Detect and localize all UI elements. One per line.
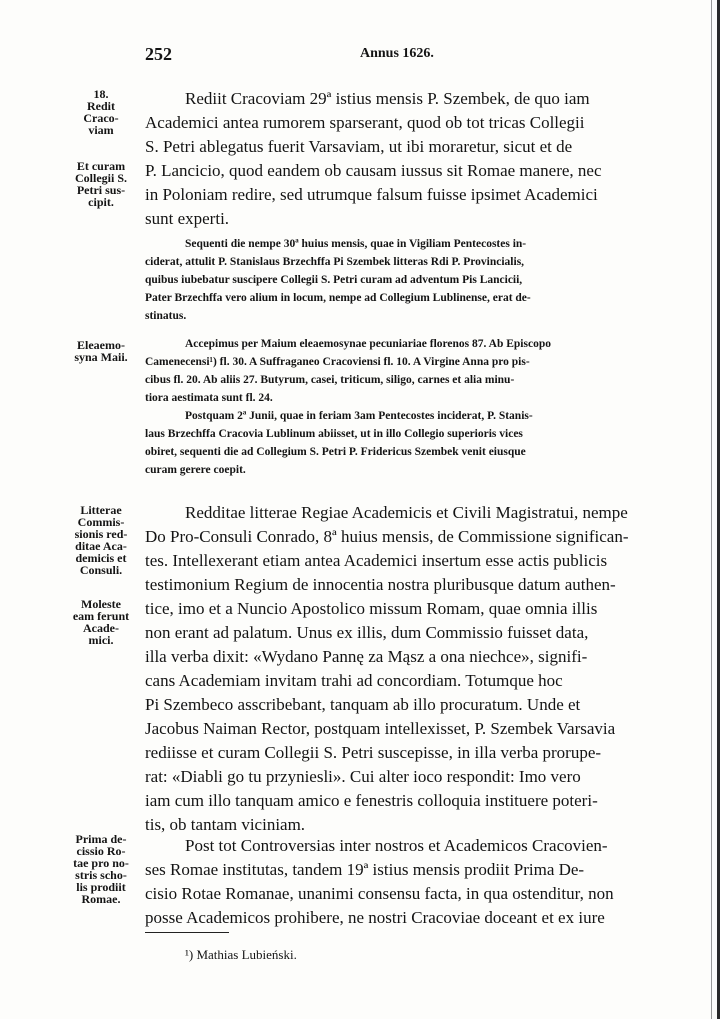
text-line: in Poloniam redire, sed utrumque falsum fuisse ipsimet Academici <box>145 185 598 204</box>
text-line: tice, imo et a Nuncio Apostolico missum Romam, quae omnia illis <box>145 599 598 618</box>
text-line: Accepimus per Maium eleaemosynae pecuniariae florenos 87. Ab Episcopo <box>185 338 551 350</box>
text-line: laus Brzechffa Cracovia Lublinum abiisset, ut in illo Collegio superioris vices <box>145 428 523 440</box>
text-line: tiora aestimata sunt fl. 24. <box>145 392 273 404</box>
text-line: ciderat, attulit P. Stanislaus Brzechffa Pi Szembek litteras Rdi P. Provincialis, <box>145 256 525 268</box>
text-line: stinatus. <box>145 310 187 322</box>
margin-note-litterae: Litterae Commis- sionis red- ditae Aca- demicis et Consuli. <box>74 503 128 577</box>
text-line: illa verba dixit: «Wydano Pannę za Mąsz a ona niechce», signifi- <box>145 647 588 666</box>
text-line: Post tot Controversias inter nostros et Academicos Cracovien- <box>185 836 608 855</box>
text-line: posse Academicos prohibere, ne nostri Cracoviae doceant et ex iure <box>145 908 605 927</box>
text-line: S. Petri ablegatus fuerit Varsaviam, ut ibi moraretur, sicut et de <box>145 137 573 156</box>
text-line: Jacobus Naiman Rector, postquam intellexisset, P. Szembek Varsavia <box>145 719 616 738</box>
margin-note-prima-decissio: Prima de- cissio Ro- tae pro no- stris scho- lis prodiit Romae. <box>73 832 129 906</box>
footnote: ¹) Mathias Lubieński. <box>185 947 297 962</box>
text-line: rat: «Diabli go tu przyniesli». Cui alter ioco respondit: Imo vero <box>145 767 581 786</box>
text-line: non erant ad palatum. Unus ex illis, dum Commissio fuisset data, <box>145 623 589 642</box>
margin-note-redit: 18. Redit Craco- viam <box>83 87 119 137</box>
footnote-divider <box>145 932 229 933</box>
text-line: ses Romae institutas, tandem 19ª istius mensis prodiit Prima De- <box>145 860 585 879</box>
text-line: Academici antea rumorem sparserant, quod ob tot tricas Collegii <box>145 113 585 132</box>
text-line: iam cum illo tanquam amico e fenestris colloquia instituere poteri- <box>145 791 598 810</box>
page-number: 252 <box>145 44 172 64</box>
text-line: obiret, sequenti die ad Collegium S. Petri P. Fridericus Szembek venit eiusque <box>145 446 526 458</box>
text-line: Camenecensi¹) fl. 30. A Suffraganeo Cracoviensi fl. 10. A Virgine Anna pro pis- <box>145 356 530 368</box>
text-line: cans Academiam invitam trahi ad concordiam. Totumque hoc <box>145 671 563 690</box>
margin-note-moleste: Moleste eam ferunt Acade- mici. <box>72 597 130 647</box>
text-line: P. Lancicio, quod eandem ob causam iussus sit Romae manere, nec <box>145 161 602 180</box>
text-line: Redditae litterae Regiae Academicis et Civili Magistratui, nempe <box>185 503 628 522</box>
text-line: Postquam 2ª Junii, quae in feriam 3am Pentecostes inciderat, P. Stanis- <box>185 410 533 422</box>
text-line: tes. Intellexerant etiam antea Academici insertum esse actis publicis <box>145 551 608 570</box>
text-line: cibus fl. 20. Ab aliis 27. Butyrum, casei, triticum, siligo, carnes et alia minu- <box>145 374 515 386</box>
text-line: Pater Brzechffa vero alium in locum, nempe ad Collegium Lublinense, erat de- <box>145 292 531 304</box>
text-line: Rediit Cracoviam 29ª istius mensis P. Szembek, de quo iam <box>185 89 590 108</box>
text-line: cisio Rotae Romanae, unanimi consensu facta, in qua ostenditur, non <box>145 884 614 903</box>
text-line: Pi Szembeco asscribebant, tanquam ab illo procuratum. Unde et <box>145 695 581 714</box>
text-line: curam gerere coepit. <box>145 464 246 476</box>
text-line: sunt experti. <box>145 209 230 228</box>
margin-note-eleaemosyna: Eleaemo- syna Maii. <box>74 338 128 364</box>
margin-note-curam: Et curam Collegii S. Petri sus- cipit. <box>74 159 127 209</box>
page-edge-line <box>711 0 712 1019</box>
text-line: tis, ob tantam viciniam. <box>145 815 306 834</box>
text-line: rediisse et curam Collegii S. Petri suscepisse, in illa verba prorupe- <box>145 743 602 762</box>
text-line: quibus iubebatur suscipere Collegii S. Petri curam ad adventum Pis Lancicii, <box>145 274 523 286</box>
running-head: Annus 1626. <box>360 46 434 61</box>
text-line: Sequenti die nempe 30ª huius mensis, quae in Vigiliam Pentecostes in- <box>185 238 527 250</box>
text-line: Do Pro-Consuli Conrado, 8ª huius mensis, de Commissione significan- <box>145 527 629 546</box>
text-line: testimonium Regium de innocentia nostra pluribusque datum authen- <box>145 575 616 594</box>
